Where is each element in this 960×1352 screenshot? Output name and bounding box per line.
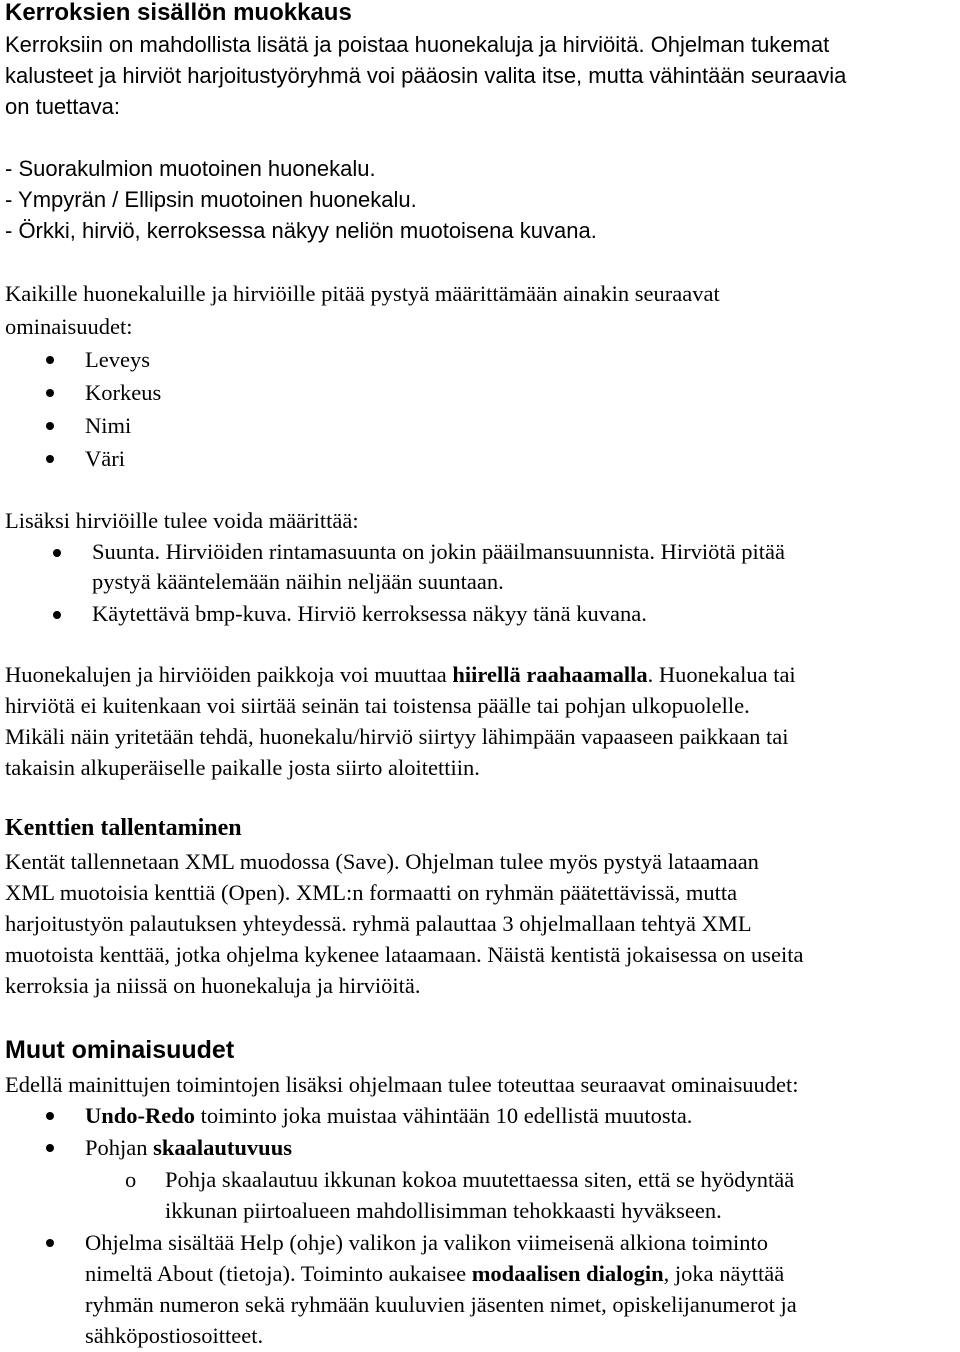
properties-list bbox=[5, 343, 955, 475]
help-line-1: Ohjelma sisältää Help (ohje) valikon ja valikon viimeisenä alkiona toiminto bbox=[85, 1230, 768, 1255]
bmp-image-line: Käytettävä bmp-kuva. Hirviö kerroksessa näkyy tänä kuvana. bbox=[92, 601, 647, 626]
intro-line-3: on tuettava: bbox=[5, 94, 120, 119]
other-intro: Edellä mainittujen toimintojen lisäksi ohjelmaan tulee toteuttaa seuraavat ominaisuudet: bbox=[5, 1072, 799, 1097]
modal-dialog-emphasis: modaalisen dialogin bbox=[471, 1261, 664, 1286]
saving-line: XML muotoisia kenttiä (Open). XML:n formaatti on ryhmän päätettävissä, mutta bbox=[5, 880, 738, 905]
sub-list-item bbox=[5, 1164, 955, 1226]
direction-line-1: Suunta. Hirviöiden rintamasuunta on jokin pääilmansuunnista. Hirviötä pitää bbox=[92, 539, 785, 564]
bullet-icon bbox=[46, 1112, 54, 1120]
list-item bbox=[5, 343, 955, 376]
undo-redo-label: Undo-Redo bbox=[85, 1103, 196, 1128]
saving-line: kerroksia ja niissä on huonekaluja ja hirviöitä. bbox=[5, 973, 421, 998]
bullet-icon bbox=[53, 549, 61, 557]
saving-line: muotoista kenttää, jotka ohjelma kykenee lataamaan. Näistä kentistä jokaisessa on useita bbox=[5, 942, 804, 967]
property-label: Korkeus bbox=[85, 380, 162, 405]
scale-emphasis: skaalautuvuus bbox=[153, 1135, 292, 1160]
saving-line: harjoitustyön palautuksen yhteydessä. ryhmä palauttaa 3 ohjelmallaan tehtyä XML bbox=[5, 911, 752, 936]
bullet-icon bbox=[46, 1144, 54, 1152]
move-text: Huonekalujen ja hirviöiden paikkoja voi muuttaa bbox=[5, 662, 453, 687]
intro-line-2: kalusteet ja hirviöt harjoitustyöryhmä voi pääosin valita itse, mutta vähintään seuraavia bbox=[5, 63, 847, 88]
other-features-list bbox=[5, 1100, 955, 1351]
help-line-4: sähköpostiosoitteet. bbox=[85, 1323, 264, 1348]
list-item bbox=[5, 409, 955, 442]
bullet-icon bbox=[46, 389, 54, 397]
section-title-layer-content: Kerroksien sisällön muokkaus bbox=[5, 0, 352, 26]
move-line-3: Mikäli näin yritetään tehdä, huonekalu/hirviö siirtyy lähimpään vapaaseen paikkaan tai bbox=[5, 724, 789, 749]
sub-bullet-marker: o bbox=[125, 1167, 137, 1192]
list-item: - Ympyrän / Ellipsin muotoinen huonekalu. bbox=[5, 187, 417, 212]
supported-items-list bbox=[5, 153, 955, 246]
drag-emphasis: hiirellä raahaamalla bbox=[452, 662, 648, 687]
move-line-2: hirviötä ei kuitenkaan voi siirtää seinän tai toistensa päälle tai pohjan ulkopuolelle. bbox=[5, 693, 750, 718]
move-text: . Huonekalua tai bbox=[647, 662, 796, 687]
help-line-3: ryhmän numeron sekä ryhmään kuuluvien jäsenten nimet, opiskelijanumerot ja bbox=[85, 1292, 797, 1317]
list-item: - Örkki, hirviö, kerroksessa näkyy neliön muotoisena kuvana. bbox=[5, 218, 597, 243]
list-item bbox=[5, 537, 955, 597]
bullet-icon bbox=[46, 356, 54, 364]
move-paragraph bbox=[5, 659, 955, 783]
direction-line-2: pystyä kääntelemään näihin neljään suuntaan. bbox=[92, 569, 504, 594]
monster-list bbox=[5, 537, 955, 629]
list-item bbox=[5, 442, 955, 475]
property-label: Väri bbox=[85, 446, 125, 471]
move-line-4: takaisin alkuperäiselle paikalle josta siirto aloitettiin. bbox=[5, 755, 480, 780]
help-text: nimeltä About (tietoja). Toiminto aukaisee bbox=[85, 1261, 472, 1286]
scale-text: Pohjan bbox=[85, 1135, 154, 1160]
property-label: Leveys bbox=[85, 347, 150, 372]
list-item bbox=[5, 1227, 955, 1351]
saving-paragraph bbox=[5, 846, 955, 1001]
move-line-1 bbox=[5, 659, 955, 690]
property-label: Nimi bbox=[85, 413, 132, 438]
intro-line-1: Kerroksiin on mahdollista lisätä ja poistaa huonekaluja ja hirviöitä. Ohjelman tukemat bbox=[5, 32, 830, 57]
bullet-icon bbox=[46, 455, 54, 463]
props-line-2: ominaisuudet: bbox=[5, 314, 133, 339]
properties-paragraph bbox=[5, 277, 955, 343]
scale-sub-line-1: Pohja skaalautuu ikkunan kokoa muutettaessa siten, että se hyödyntää bbox=[165, 1167, 795, 1192]
bullet-icon bbox=[53, 611, 61, 619]
undo-redo-text: toiminto joka muistaa vähintään 10 edellistä muutosta. bbox=[195, 1103, 693, 1128]
section-title-saving: Kenttien tallentaminen bbox=[5, 815, 242, 841]
layer-intro bbox=[5, 29, 955, 122]
list-item bbox=[5, 599, 955, 629]
bullet-icon bbox=[46, 1239, 54, 1247]
saving-line: Kentät tallennetaan XML muodossa (Save). Ohjelman tulee myös pystyä lataamaan bbox=[5, 849, 759, 874]
monster-intro: Lisäksi hirviöille tulee voida määrittää: bbox=[5, 508, 359, 533]
list-item: - Suorakulmion muotoinen huonekalu. bbox=[5, 156, 376, 181]
list-item bbox=[5, 1132, 955, 1164]
help-text: , joka näyttää bbox=[663, 1261, 785, 1286]
list-item bbox=[5, 376, 955, 409]
list-item bbox=[5, 1100, 955, 1132]
section-title-other-features: Muut ominaisuudet bbox=[5, 1036, 235, 1064]
document-page bbox=[5, 0, 955, 1351]
bullet-icon bbox=[46, 422, 54, 430]
props-line-1: Kaikille huonekaluille ja hirviöille pitää pystyä määrittämään ainakin seuraavat bbox=[5, 281, 720, 306]
scale-sub-line-2: ikkunan piirtoalueen mahdollisimman tehokkaasti hyväkseen. bbox=[165, 1198, 722, 1223]
